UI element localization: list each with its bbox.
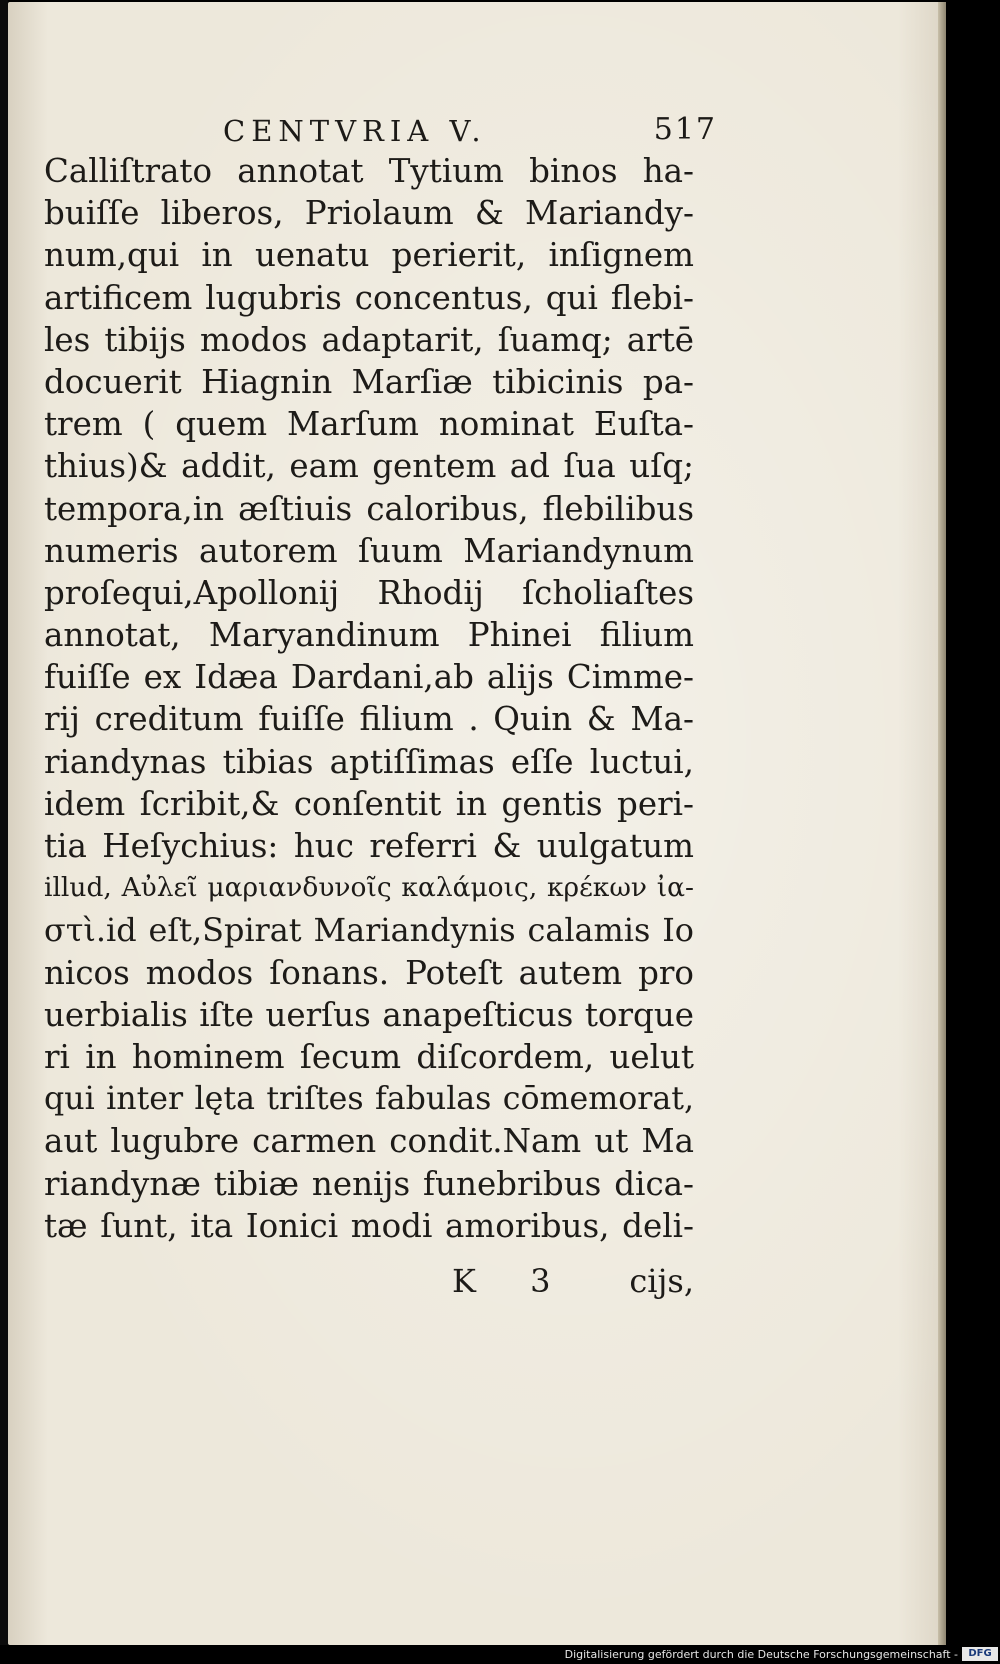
- text-line: riandynæ tibiæ nenijs funebribus dica-: [44, 1164, 694, 1203]
- page-footer: [44, 1258, 694, 1306]
- page-fore-edge: [938, 2, 946, 1645]
- page-header: [213, 110, 733, 154]
- dfg-logo-icon: DFG: [962, 1647, 998, 1661]
- catchword: cijs,: [629, 1262, 694, 1300]
- book-page: [8, 2, 946, 1645]
- signature-mark: K 3: [452, 1262, 573, 1300]
- text-line: nicos modos ſonans. Poteſt autem pro: [44, 953, 694, 992]
- funding-attribution: Digitalisierung gefördert durch die Deutsche Forschungsgemeinschaft -: [564, 1648, 958, 1661]
- text-line: rij creditum fuiſſe filium . Quin & Ma-: [44, 700, 694, 739]
- text-line: ri in hominem ſecum diſcordem, uelut: [44, 1037, 694, 1076]
- text-line: idem ſcribit,& conſentit in gentis peri-: [44, 784, 694, 823]
- page-number: 517: [653, 112, 717, 147]
- text-line: docuerit Hiagnin Marſiæ tibicinis pa-: [44, 362, 694, 401]
- text-line: thius)& addit, eam gentem ad ſua uſq;: [44, 447, 694, 486]
- text-line: annotat, Maryandinum Phinei filium: [44, 616, 694, 655]
- text-line: artificem lugubris concentus, qui flebi-: [44, 278, 694, 317]
- text-line: στὶ.id eſt,Spirat Mariandynis calamis Io: [44, 911, 694, 950]
- attribution-bar: [0, 1645, 1000, 1664]
- text-line: tempora,in æſtiuis caloribus, flebilibus: [44, 489, 694, 528]
- binding-shadow: [0, 0, 8, 1645]
- text-line: qui inter lęta triſtes fabulas cōmemorat,: [44, 1081, 694, 1118]
- text-line: buiſſe liberos, Priolaum & Mariandy-: [44, 194, 694, 233]
- text-line: num,qui in uenatu perierit, inſignem: [44, 236, 694, 275]
- text-line: les tibijs modos adaptarit, ſuamq; artē: [44, 320, 694, 359]
- text-line: trem ( quem Marſum nominat Euſta-: [44, 405, 694, 444]
- text-line: riandynas tibias aptiſſimas eſſe luctui,: [44, 742, 694, 781]
- text-line: tæ ſunt, ita Ionici modi amoribus, deli-: [44, 1206, 694, 1245]
- text-line: proſequi,Apollonij Rhodij ſcholiaſtes: [44, 573, 694, 612]
- text-line: uerbialis iſte uerſus anapeſticus torque: [44, 995, 694, 1034]
- text-line: numeris autorem ſuum Mariandynum: [44, 531, 694, 570]
- text-line: aut lugubre carmen condit.Nam ut Ma: [44, 1122, 694, 1161]
- running-head: CENTVRIA V.: [223, 114, 487, 148]
- text-line: Calliſtrato annotat Tytium binos ha-: [44, 152, 694, 190]
- text-line-greek: illud, Αὐλεῖ μαριανδυνοῖς καλάμοις, κρέκων ἰα-: [44, 872, 694, 904]
- text-line: tia Heſychius: huc referri & uulgatum: [44, 827, 694, 865]
- body-text: [44, 150, 694, 1247]
- text-line: fuiſſe ex Idæa Dardani,ab alijs Cimme-: [44, 658, 694, 697]
